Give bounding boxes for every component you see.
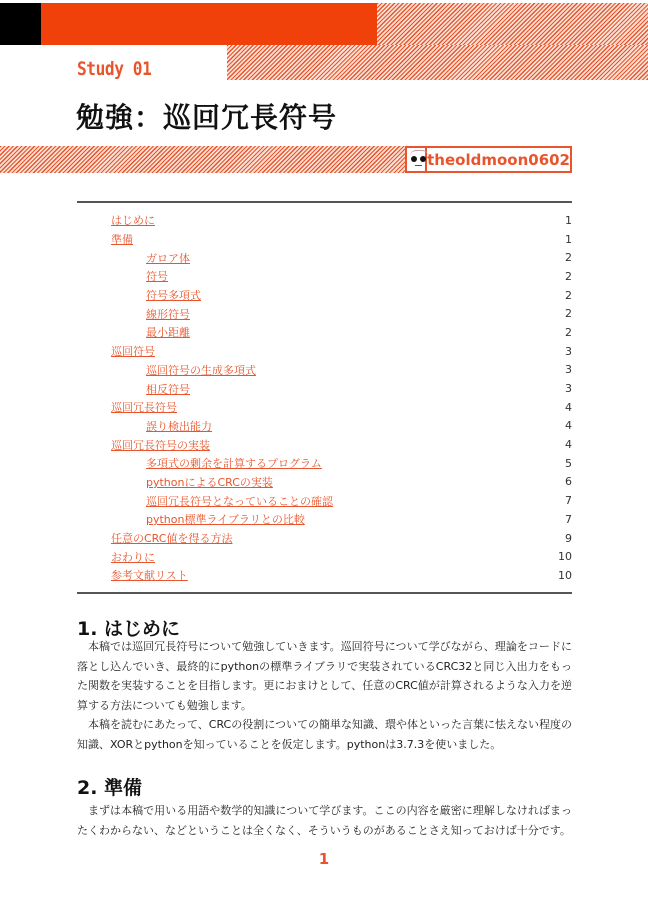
toc-page-number: 3: [565, 344, 572, 358]
toc-link[interactable]: 巡回符号: [111, 345, 155, 359]
toc-entry: [111, 454, 572, 473]
author-badge: [405, 146, 572, 173]
toc-entry: [111, 566, 572, 585]
toc-entry: [111, 361, 572, 380]
toc-entry: [111, 547, 572, 566]
toc-link[interactable]: 巡回冗長符号: [111, 401, 177, 415]
toc-page-number: 4: [565, 438, 572, 452]
toc-link[interactable]: 参考文献リスト: [111, 569, 188, 583]
series-label: Study 01: [77, 58, 152, 80]
author-hatch-band: [0, 146, 405, 173]
page-title: 勉強：巡回冗長符号: [76, 101, 338, 134]
toc-entry: [111, 398, 572, 417]
toc-page-number: 4: [565, 400, 572, 414]
toc-page-number: 2: [565, 251, 572, 265]
page-number: 1: [318, 850, 330, 868]
toc-page-number: 2: [565, 307, 572, 321]
toc-entry: [111, 267, 572, 286]
toc-page-number: 5: [565, 456, 572, 470]
table-of-contents: [111, 211, 572, 585]
toc-entry: [111, 491, 572, 510]
author-name: theoldmoon0602: [427, 150, 570, 169]
toc-entry: [111, 435, 572, 454]
toc-page-number: 10: [558, 550, 572, 564]
toc-link[interactable]: 巡回符号の生成多項式: [146, 363, 256, 377]
toc-link[interactable]: 符号: [146, 270, 168, 284]
toc-link[interactable]: 巡回冗長符号の実装: [111, 438, 210, 452]
avatar: [407, 148, 427, 171]
toc-page-number: 7: [565, 494, 572, 508]
toc-entry: [111, 417, 572, 436]
toc-page-number: 6: [565, 475, 572, 489]
section-heading-prep: 2. 準備: [77, 777, 143, 799]
toc-divider-top: [77, 201, 572, 203]
intro-paragraph-1: 本稿では巡回冗長符号について勉強していきます。巡回符号について学びながら、理論をコードに落とし込んでいき、最終的にpythonの標準ライブラリで実装されているCRC32と同じ入出力をもった関数を実装することを目指します。更におまけとして、任意のCRC値が計算されるような入力を逆算する方法についても勉強します。: [77, 640, 572, 712]
header-black-block: [0, 3, 41, 45]
toc-link[interactable]: python標準ライブラリとの比較: [146, 513, 305, 527]
toc-link[interactable]: 最小距離: [146, 326, 190, 340]
toc-divider-bottom: [77, 592, 572, 594]
toc-entry: [111, 529, 572, 548]
toc-entry: [111, 230, 572, 249]
toc-link[interactable]: 誤り検出能力: [146, 419, 212, 433]
toc-link[interactable]: 線形符号: [146, 307, 190, 321]
toc-entry: [111, 473, 572, 492]
toc-page-number: 4: [565, 419, 572, 433]
toc-page-number: 2: [565, 269, 572, 283]
toc-link[interactable]: はじめに: [111, 214, 155, 228]
header-hatch-pattern: [377, 3, 648, 45]
toc-entry: [111, 304, 572, 323]
toc-page-number: 3: [565, 363, 572, 377]
toc-entry: [111, 248, 572, 267]
toc-page-number: 2: [565, 288, 572, 302]
toc-link[interactable]: pythonによるCRCの実装: [146, 475, 273, 489]
toc-entry: [111, 342, 572, 361]
section-heading-intro: 1. はじめに: [77, 618, 181, 640]
toc-entry: [111, 211, 572, 230]
toc-link[interactable]: 相反符号: [146, 382, 190, 396]
toc-entry: [111, 510, 572, 529]
toc-page-number: 2: [565, 325, 572, 339]
toc-page-number: 3: [565, 382, 572, 396]
toc-link[interactable]: おわりに: [111, 550, 155, 564]
toc-page-number: 10: [558, 568, 572, 582]
toc-link[interactable]: 巡回冗長符号となっていることの確認: [146, 494, 333, 508]
toc-page-number: 1: [565, 213, 572, 227]
toc-link[interactable]: ガロア体: [146, 251, 190, 265]
toc-page-number: 1: [565, 232, 572, 246]
toc-link[interactable]: 任意のCRC値を得る方法: [111, 532, 233, 546]
toc-page-number: 9: [565, 531, 572, 545]
header-hatch-pattern-lower: [227, 45, 648, 80]
header-orange-banner: [41, 3, 377, 45]
prep-paragraph-1: まずは本稿で用いる用語や数学的知識について学びます。ここの内容を厳密に理解しなければまったくわからない、などということは全くなく、そういうものがあることさえ知っておけば十分です。: [77, 804, 572, 837]
toc-link[interactable]: 準備: [111, 233, 133, 247]
toc-link[interactable]: 多項式の剰余を計算するプログラム: [146, 457, 322, 471]
toc-link[interactable]: 符号多項式: [146, 289, 201, 303]
toc-entry: [111, 323, 572, 342]
toc-page-number: 7: [565, 512, 572, 526]
intro-paragraph-2: 本稿を読むにあたって、CRCの役割についての簡単な知識、環や体といった言葉に怯えない程度の知識、XORとpythonを知っていることを仮定します。pythonは3.7.3を使いました。: [77, 718, 573, 751]
toc-entry: [111, 379, 572, 398]
toc-entry: [111, 286, 572, 305]
